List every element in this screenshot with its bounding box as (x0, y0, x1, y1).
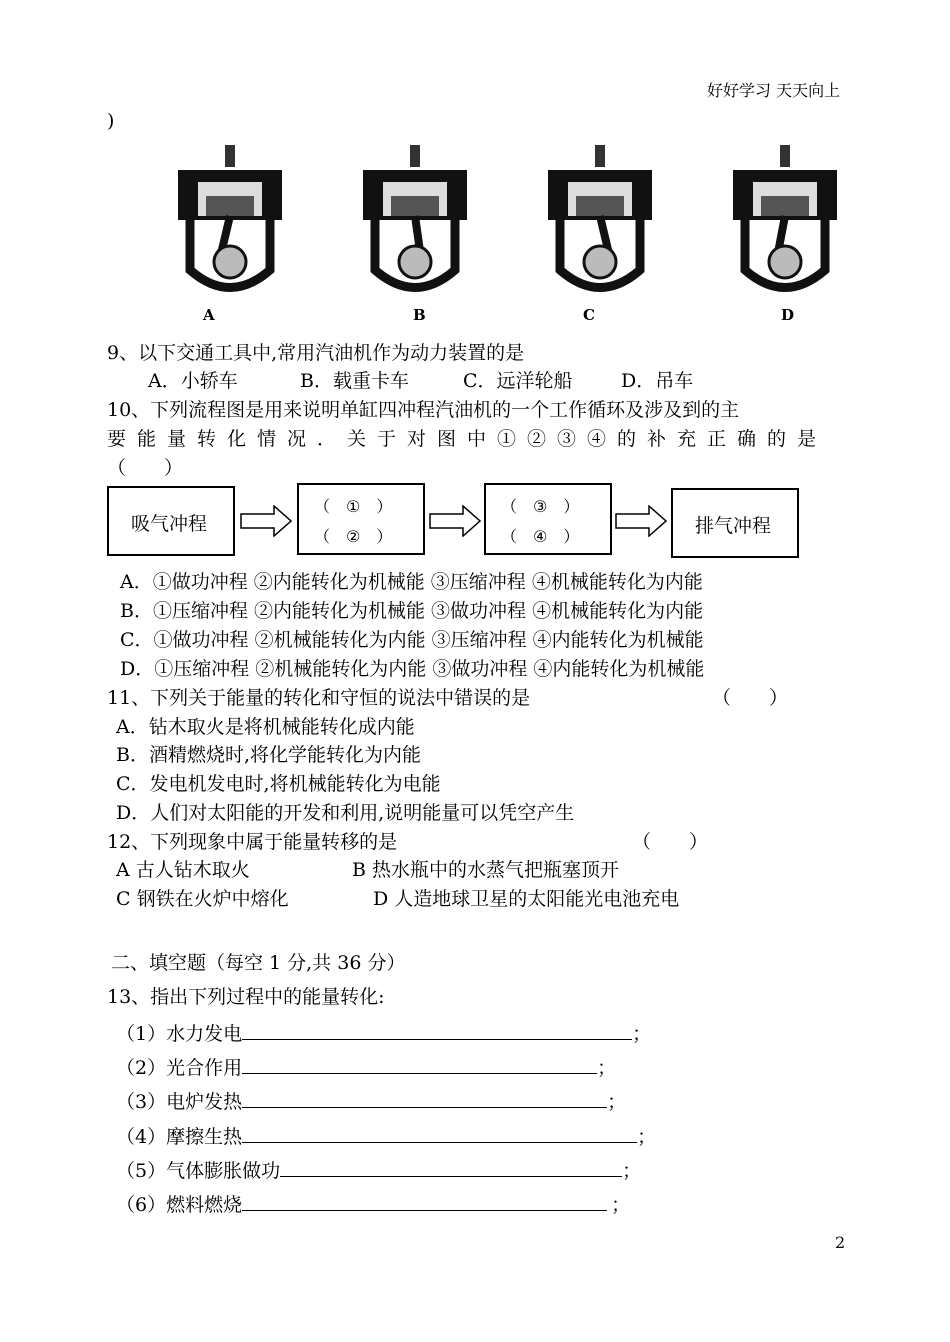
engine-label-d: D (781, 306, 795, 324)
q13-item-2-end: ； (597, 1057, 617, 1079)
flow-arrow-1 (240, 505, 292, 537)
q13-item-5-end: ； (622, 1160, 642, 1182)
q10-answer-paren: （ ） (107, 457, 184, 479)
q10-option-b: B．①压缩冲程 ②内能转化为机械能 ③做功冲程 ④机械能转化为内能 (120, 600, 704, 622)
q13-item-1 (116, 1019, 651, 1047)
q12-option-b: B 热水瓶中的水蒸气把瓶塞顶开 (352, 859, 620, 881)
q11-option-d: D．人们对太阳能的开发和利用,说明能量可以凭空产生 (116, 802, 575, 824)
q10-stem-line2: 要能量转化情况．关于对图中①②③④的补充正确的是 (107, 428, 828, 450)
page-number: 2 (835, 1233, 846, 1252)
q12-stem: 12、下列现象中属于能量转移的是 (107, 831, 398, 853)
engine-label-a: A (203, 306, 215, 324)
flow-box-exhaust-label: 排气冲程 (695, 515, 772, 537)
q9-option-d: D．吊车 (621, 370, 694, 392)
q13-item-4 (116, 1122, 656, 1150)
q11-option-b: B．酒精燃烧时,将化学能转化为内能 (116, 744, 422, 766)
engine-diagram-a (170, 140, 290, 300)
q8-tail-paren: ) (107, 110, 115, 132)
q13-item-1-blank[interactable] (242, 1019, 632, 1040)
q10-option-a: A．①做功冲程 ②内能转化为机械能 ③压缩冲程 ④机械能转化为内能 (120, 571, 703, 593)
q9-option-a: A．小轿车 (148, 370, 238, 392)
q13-item-6-label: （6）燃料燃烧 (116, 1194, 243, 1216)
q13-item-1-end: ； (632, 1023, 652, 1045)
section-2-title: 二、填空题（每空 1 分,共 36 分） (111, 952, 406, 974)
q13-item-1-label: （1）水力发电 (116, 1023, 243, 1045)
q11-answer-paren: （ ） (712, 687, 789, 709)
q9-stem: 9、以下交通工具中,常用汽油机作为动力装置的是 (107, 342, 525, 364)
q9-option-c: C．远洋轮船 (463, 370, 573, 392)
q12-option-a: A 古人钻木取火 (116, 859, 250, 881)
q13-item-5-label: （5）气体膨胀做功 (116, 1160, 281, 1182)
engine-diagram-c (540, 140, 660, 300)
q13-item-2-blank[interactable] (242, 1053, 597, 1074)
flow-blank-2: （ ② ） (314, 527, 393, 546)
q13-item-6-blank[interactable] (242, 1190, 607, 1211)
q10-option-d: D．①压缩冲程 ②机械能转化为内能 ③做功冲程 ④内能转化为机械能 (120, 658, 705, 680)
flow-blank-3: （ ③ ） (501, 497, 580, 516)
q13-item-6 (116, 1190, 630, 1218)
q13-item-3 (116, 1087, 626, 1115)
q13-stem: 13、指出下列过程中的能量转化: (107, 986, 385, 1008)
q9-option-b: B．载重卡车 (300, 370, 409, 392)
q13-item-2-label: （2）光合作用 (116, 1057, 243, 1079)
flow-arrow-3 (615, 505, 667, 537)
engine-label-b: B (413, 306, 426, 324)
q13-item-4-label: （4）摩擦生热 (116, 1126, 243, 1148)
q13-item-5 (116, 1156, 641, 1184)
q11-stem: 11、下列关于能量的转化和守恒的说法中错误的是 (107, 687, 531, 709)
q10-option-c: C．①做功冲程 ②机械能转化为内能 ③压缩冲程 ④内能转化为机械能 (120, 629, 704, 651)
engine-diagram-d (725, 140, 845, 300)
q13-item-4-end: ； (637, 1126, 657, 1148)
engine-label-c: C (583, 306, 595, 324)
engine-diagram-b (355, 140, 475, 300)
q13-item-2 (116, 1053, 616, 1081)
q13-item-5-blank[interactable] (280, 1156, 622, 1177)
q10-stem-line1: 10、下列流程图是用来说明单缸四冲程汽油机的一个工作循环及涉及到的主 (107, 399, 740, 421)
flow-arrow-2 (429, 505, 481, 537)
q13-item-6-end: ； (611, 1194, 631, 1216)
q12-option-d: D 人造地球卫星的太阳能光电池充电 (373, 888, 680, 910)
flow-blank-1: （ ① ） (314, 497, 393, 516)
header-motto: 好好学习 天天向上 (707, 81, 841, 100)
q13-item-4-blank[interactable] (242, 1122, 637, 1143)
flow-box-intake-label: 吸气冲程 (131, 513, 208, 535)
q13-item-3-end: ； (607, 1091, 627, 1113)
q12-option-c: C 钢铁在火炉中熔化 (116, 888, 289, 910)
q12-answer-paren: （ ） (632, 831, 709, 853)
q11-option-a: A．钻木取火是将机械能转化成内能 (116, 716, 415, 738)
q11-option-c: C．发电机发电时,将机械能转化为电能 (116, 773, 441, 795)
q13-item-3-label: （3）电炉发热 (116, 1091, 243, 1113)
q13-item-3-blank[interactable] (242, 1087, 607, 1108)
flow-blank-4: （ ④ ） (501, 527, 580, 546)
